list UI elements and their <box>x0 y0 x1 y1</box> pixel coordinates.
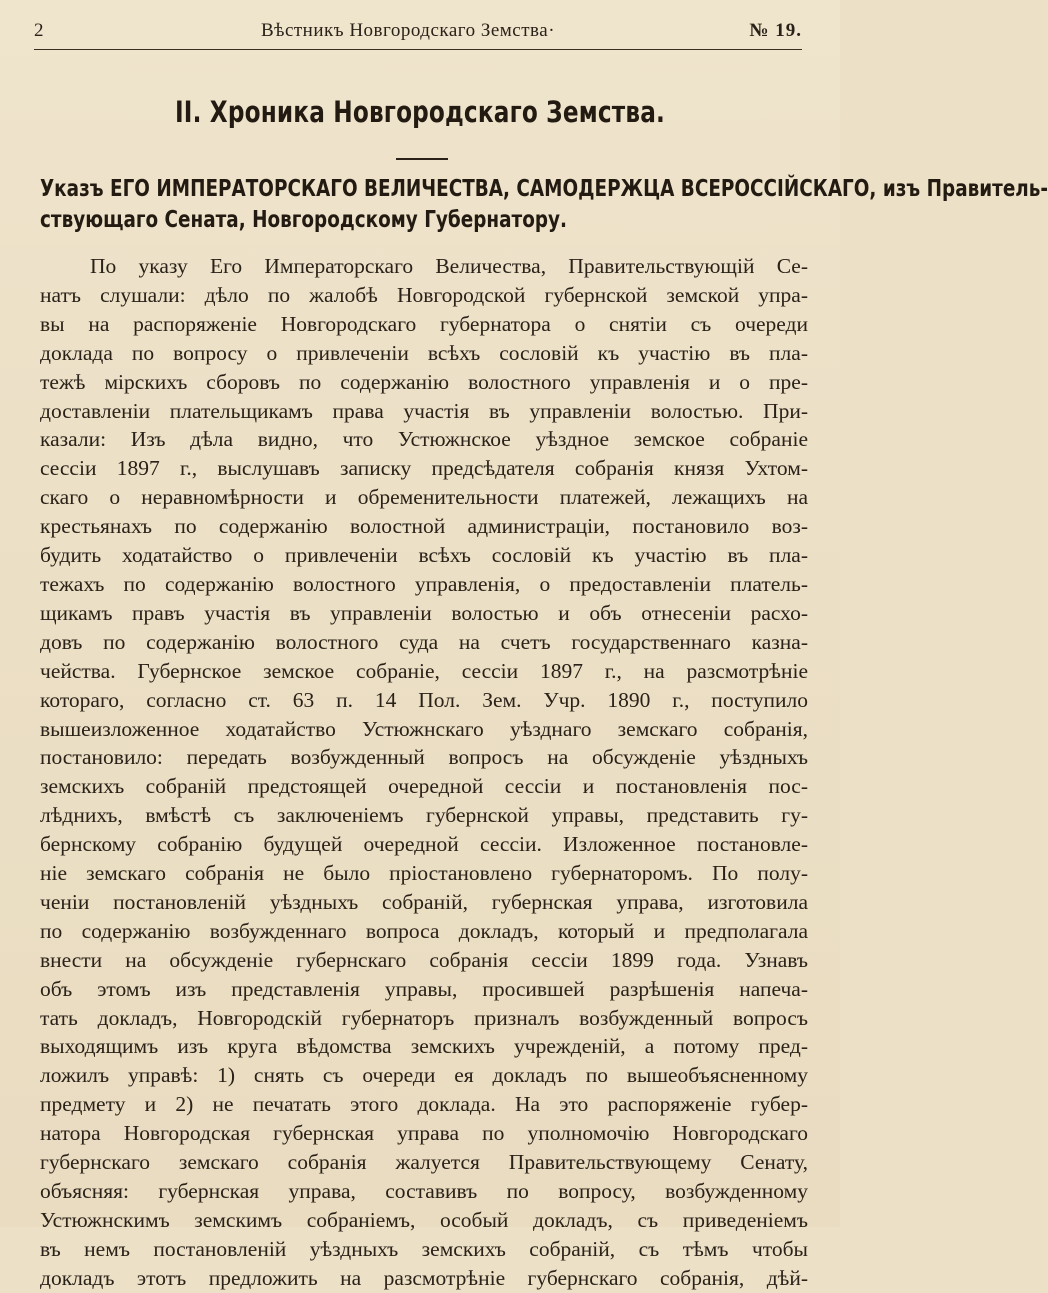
body-line: натора Новгородская губернская управа по уполномочію Новгородскаго <box>40 1121 808 1146</box>
body-line: по содержанію возбужденнаго вопроса докладъ, который и предполагала <box>40 918 808 943</box>
body-line: тежѣ мірскихъ сборовъ по содержанію волостного управленія и о пре- <box>40 369 808 394</box>
running-title: Вѣстникъ Новгородскаго Земства· <box>260 20 556 41</box>
body-line: скаго о неравномѣрности и обременительности платежей, лежащихъ на <box>40 485 808 510</box>
page-number: 2 <box>34 20 44 41</box>
body-line: будить ходатайство о привлеченіи всѣхъ сословій къ участію въ пла- <box>40 543 808 568</box>
body-line: выходящимъ изъ круга вѣдомства земскихъ учрежденій, а потому пред- <box>40 1034 808 1059</box>
decree-heading-line: ствующаго Сената, Новгородскому Губернатору. <box>40 207 567 233</box>
body-line: объясняя: губернская управа, составивъ по вопросу, возбужденному <box>40 1179 808 1203</box>
body-line: крестьянахъ по содержанію волостной администраціи, постановило воз- <box>40 514 808 539</box>
body-line: доставленіи плательщикамъ права участія въ управленіи волостью. При- <box>40 398 808 423</box>
header-rule <box>34 49 802 50</box>
body-line: въ немъ постановленій уѣздныхъ земскихъ собраній, съ тѣмъ чтобы <box>40 1236 808 1261</box>
body-line: Устюжнскимъ земскимъ собраніемъ, особый докладъ, съ приведеніемъ <box>40 1207 808 1232</box>
section-divider <box>396 158 448 160</box>
body-line: казали: Изъ дѣла видно, что Устюжнское уѣздное земское собраніе <box>40 427 808 452</box>
body-line: ложилъ управѣ: 1) снять съ очереди ея докладъ по вышеобъясненному <box>40 1063 808 1088</box>
body-line: внести на обсужденіе губернскаго собранія сессіи 1899 года. Узнавъ <box>40 947 808 972</box>
body-line: вы на распоряженіе Новгородскаго губернатора о снятіи съ очереди <box>40 311 808 336</box>
body-line: сессіи 1897 г., выслушавъ записку предсѣдателя собранія князя Ухтом- <box>40 456 808 481</box>
body-line: котораго, согласно ст. 63 п. 14 Пол. Зем. Учр. 1890 г., поступило <box>40 687 808 712</box>
body-line: бернскому собранію будущей очередной сессіи. Изложенное постановле- <box>40 832 808 857</box>
body-paragraph <box>40 252 808 1293</box>
body-line: ніе земскаго собранія не было пріостановлено губернаторомъ. По полу- <box>40 861 808 886</box>
body-line: лѣднихъ, вмѣстѣ съ заключеніемъ губернской управы, представить гу- <box>40 803 808 828</box>
running-header <box>34 20 802 46</box>
decree-heading-line: Указъ ЕГО ИМПЕРАТОРСКАГО ВЕЛИЧЕСТВА, САМОДЕРЖЦА ВСЕРОССІЙСКАГО, изъ Правитель- <box>40 176 1048 202</box>
body-line: доклада по вопросу о привлеченіи всѣхъ сословій къ участію въ пла- <box>40 340 808 365</box>
body-line: довъ по содержанію волостного суда на счетъ государственнаго казна- <box>40 629 808 654</box>
body-line: тать докладъ, Новгородскій губернаторъ призналъ возбужденный вопросъ <box>40 1005 808 1030</box>
decree-heading <box>40 174 1048 236</box>
body-line: натъ слушали: дѣло по жалобѣ Новгородской губернской земской упра- <box>40 282 808 307</box>
issue-number: № 19. <box>749 20 802 41</box>
body-line: постановило: передать возбужденный вопросъ на обсужденіе уѣздныхъ <box>40 745 808 770</box>
body-line: По указу Его Императорскаго Величества, Правительствующій Се- <box>90 254 808 278</box>
body-line: чейства. Губернское земское собраніе, сессіи 1897 г., на разсмотрѣніе <box>40 658 808 683</box>
body-line: тежахъ по содержанію волостного управленія, о предоставленіи платель- <box>40 571 808 596</box>
body-line: земскихъ собраній предстоящей очередной сессіи и постановленія пос- <box>40 774 808 799</box>
body-line: вышеизложенное ходатайство Устюжнскаго уѣзднаго земскаго собранія, <box>40 716 808 741</box>
body-line: предмету и 2) не печатать этого доклада. На это распоряженіе губер- <box>40 1092 808 1117</box>
body-line: губернскаго земскаго собранія жалуется Правительствующему Сенату, <box>40 1150 808 1175</box>
section-title: II. Хроника Новгородскаго Земства. <box>175 95 665 129</box>
body-line: щикамъ правъ участія въ управленіи волостью и объ отнесеніи расхо- <box>40 600 808 625</box>
body-line: ченіи постановленій уѣздныхъ собраній, губернская управа, изготовила <box>40 889 808 914</box>
body-line: докладъ этотъ предложить на разсмотрѣніе губернскаго собранія, дѣй- <box>40 1265 808 1290</box>
body-line: объ этомъ изъ представленія управы, просившей разрѣшенія напеча- <box>40 976 808 1001</box>
